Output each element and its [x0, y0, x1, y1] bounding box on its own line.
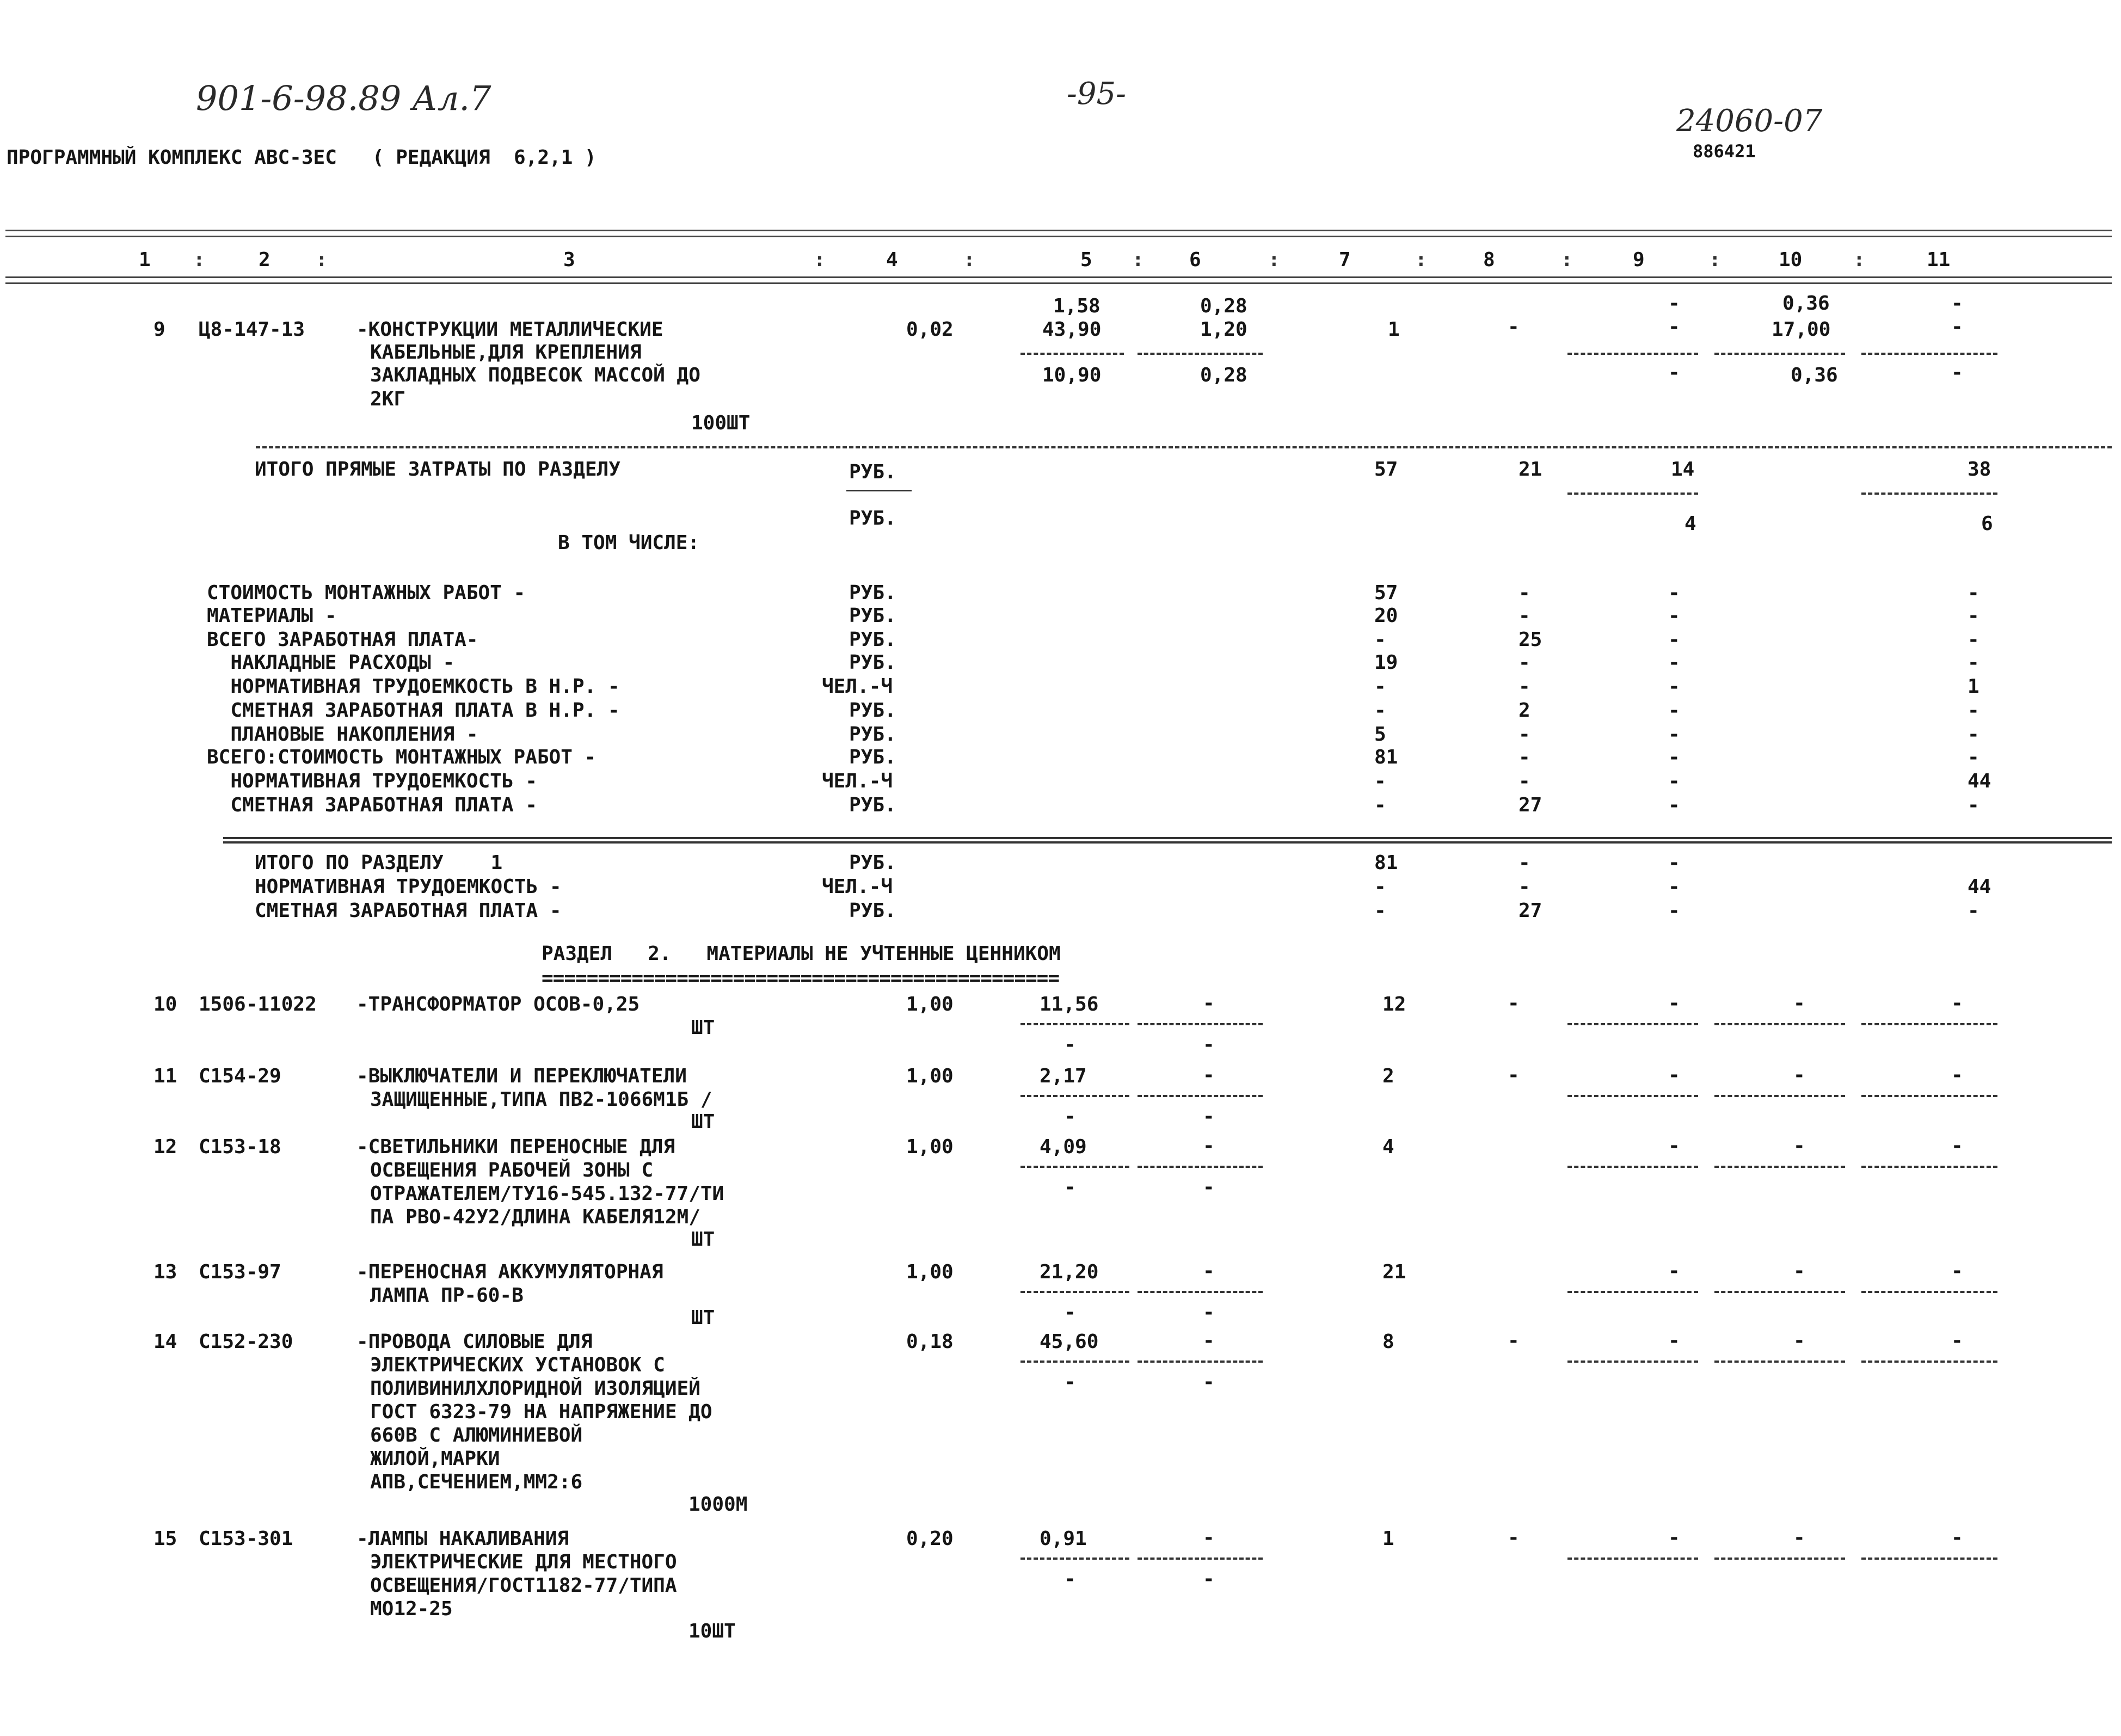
- item-c5: 45,60: [1040, 1331, 1099, 1353]
- item-desc-line: ЭЛЕКТРИЧЕСКИЕ ДЛЯ МЕСТНОГО: [370, 1551, 677, 1573]
- col-sep: :: [1132, 249, 1144, 271]
- item-code: С152-230: [199, 1331, 293, 1353]
- col-4: 4: [886, 249, 898, 271]
- divider: [1861, 1361, 1997, 1363]
- col-1: 1: [139, 249, 151, 271]
- item-c7: 8: [1382, 1331, 1394, 1353]
- item-9-c8: -: [1508, 316, 1520, 338]
- item-c6: -: [1203, 1260, 1215, 1282]
- breakdown-c7: -: [1374, 770, 1386, 792]
- divider: [1138, 1291, 1263, 1293]
- breakdown-c8: 27: [1518, 794, 1542, 816]
- item-desc-line: -ТРАНСФОРМАТОР ОСОВ-0,25: [356, 993, 640, 1015]
- breakdown-c7: 19: [1374, 651, 1398, 674]
- breakdown-unit: РУБ.: [849, 605, 896, 627]
- breakdown-label: ПЛАНОВЫЕ НАКОПЛЕНИЯ -: [207, 723, 478, 746]
- col-7: 7: [1339, 249, 1351, 271]
- divider: [1861, 1558, 1997, 1560]
- item-c5-sub: -: [1064, 1568, 1076, 1590]
- divider: [1138, 1023, 1263, 1025]
- col-sep: :: [1415, 249, 1427, 271]
- item-desc-line: ПОЛИВИНИЛХЛОРИДНОЙ ИЗОЛЯЦИЕЙ: [370, 1377, 700, 1400]
- divider: [1714, 1095, 1845, 1097]
- breakdown-unit: РУБ.: [849, 651, 896, 674]
- breakdown-label: НАКЛАДНЫЕ РАСХОДЫ -: [207, 651, 455, 674]
- breakdown-unit: РУБ.: [849, 582, 896, 604]
- item-unit: ШТ: [691, 1111, 715, 1133]
- breakdown-label: НОРМАТИВНАЯ ТРУДОЕМКОСТЬ В Н.Р. -: [207, 675, 620, 698]
- item-no: 15: [153, 1528, 177, 1550]
- breakdown-c9: -: [1668, 699, 1680, 722]
- breakdown-c7: -: [1374, 629, 1386, 651]
- item-9-c5a: 1,58: [1053, 295, 1101, 317]
- divider: [1861, 1095, 1997, 1097]
- item-9-c7: 1: [1388, 318, 1400, 341]
- item-qty: 0,20: [906, 1528, 954, 1550]
- breakdown-label: СТОИМОСТЬ МОНТАЖНЫХ РАБОТ -: [207, 582, 526, 604]
- col-sep: :: [1268, 249, 1280, 271]
- total-direct-c7: 57: [1374, 458, 1398, 481]
- item-desc-line: ЭЛЕКТРИЧЕСКИХ УСТАНОВОК С: [370, 1354, 665, 1376]
- breakdown-c11: -: [1968, 699, 1979, 722]
- section-total-c9: -: [1668, 900, 1680, 922]
- divider: [1861, 1291, 1997, 1293]
- breakdown-c9: -: [1668, 794, 1680, 816]
- item-c11: -: [1951, 1135, 1963, 1157]
- divider: [1861, 1023, 1997, 1025]
- item-9-c9a: -: [1668, 292, 1680, 315]
- divider: [1020, 1361, 1129, 1363]
- total-direct-c9: 14: [1671, 458, 1695, 481]
- col-sep: :: [814, 249, 826, 271]
- item-9-c9b: -: [1668, 316, 1680, 338]
- item-desc-line: -ЛАМПЫ НАКАЛИВАНИЯ: [356, 1528, 569, 1550]
- breakdown-c9: -: [1668, 723, 1680, 746]
- section-2-underline: ==============================================: [542, 967, 1059, 989]
- item-9-c11c: -: [1951, 361, 1963, 384]
- item-c5-sub: -: [1064, 1301, 1076, 1323]
- item-9-desc-1: -КОНСТРУКЦИИ МЕТАЛЛИЧЕСКИЕ: [356, 318, 663, 341]
- section-total-c11: 44: [1968, 876, 1991, 898]
- item-desc-line: АПВ,СЕЧЕНИЕМ,ММ2:6: [370, 1471, 583, 1493]
- item-c10: -: [1793, 1260, 1805, 1282]
- breakdown-c8: -: [1518, 651, 1530, 674]
- divider: [1020, 1023, 1129, 1025]
- col-sep: :: [193, 249, 205, 271]
- document-code: 901-6-98.89 Ал.7: [196, 78, 491, 118]
- item-c6-sub: -: [1203, 1568, 1215, 1590]
- item-no: 12: [153, 1136, 177, 1158]
- divider: [1714, 353, 1845, 355]
- item-c7: 2: [1382, 1065, 1394, 1087]
- breakdown-c8: 25: [1518, 629, 1542, 651]
- item-qty: 1,00: [906, 1261, 954, 1283]
- item-c6: -: [1203, 992, 1215, 1014]
- breakdown-label: ВСЕГО:СТОИМОСТЬ МОНТАЖНЫХ РАБОТ -: [207, 746, 597, 768]
- breakdown-label: ВСЕГО ЗАРАБОТНАЯ ПЛАТА-: [207, 629, 478, 651]
- breakdown-label: СМЕТНАЯ ЗАРАБОТНАЯ ПЛАТА В Н.Р. -: [207, 699, 620, 722]
- breakdown-c11: -: [1968, 723, 1979, 746]
- item-c5-sub: -: [1064, 1371, 1076, 1393]
- divider: [1138, 1166, 1263, 1168]
- breakdown-c8: -: [1518, 675, 1530, 698]
- breakdown-c7: 5: [1374, 723, 1386, 746]
- divider: [1138, 353, 1263, 355]
- item-c6: -: [1203, 1064, 1215, 1086]
- col-3: 3: [563, 249, 575, 271]
- total-sub-unit: РУБ.: [849, 507, 896, 530]
- item-no: 14: [153, 1331, 177, 1353]
- item-c7: 4: [1382, 1136, 1394, 1158]
- item-no: 11: [153, 1065, 177, 1087]
- divider: [846, 490, 912, 491]
- total-sub-c9: 4: [1684, 513, 1696, 535]
- including-label: В ТОМ ЧИСЛЕ:: [558, 532, 700, 554]
- divider: [1861, 493, 1997, 495]
- breakdown-c7: -: [1374, 675, 1386, 698]
- item-9-no: 9: [153, 318, 165, 341]
- item-c11: -: [1951, 1064, 1963, 1086]
- item-c10: -: [1793, 1135, 1805, 1157]
- breakdown-unit: РУБ.: [849, 723, 896, 746]
- item-9-c10a: 0,36: [1782, 292, 1830, 315]
- reference-code: 24060-07: [1676, 103, 1823, 139]
- item-c7: 12: [1382, 993, 1406, 1015]
- divider: [1567, 353, 1698, 355]
- breakdown-c8: 2: [1518, 699, 1530, 722]
- item-9-unit: 100ШТ: [691, 412, 751, 434]
- item-c6-sub: -: [1203, 1176, 1215, 1198]
- breakdown-label: НОРМАТИВНАЯ ТРУДОЕМКОСТЬ -: [207, 770, 537, 792]
- item-9-qty: 0,02: [906, 318, 954, 341]
- item-c8: -: [1508, 992, 1520, 1014]
- breakdown-unit: ЧЕЛ.-Ч: [822, 675, 893, 698]
- item-desc-line: -СВЕТИЛЬНИКИ ПЕРЕНОСНЫЕ ДЛЯ: [356, 1136, 675, 1158]
- breakdown-c7: 57: [1374, 582, 1398, 604]
- item-unit: 1000М: [688, 1493, 748, 1516]
- breakdown-unit: ЧЕЛ.-Ч: [822, 770, 893, 792]
- table-header-rule: [5, 276, 2112, 284]
- breakdown-c11: -: [1968, 651, 1979, 674]
- item-9-c5c: 10,90: [1042, 364, 1102, 386]
- item-c7: 1: [1382, 1528, 1394, 1550]
- item-desc-line: ЛАМПА ПР-60-В: [370, 1284, 524, 1307]
- item-desc-line: ОТРАЖАТЕЛЕМ/ТУ16-545.132-77/ТИ: [370, 1183, 724, 1205]
- item-code: С153-301: [199, 1528, 293, 1550]
- section-total-unit: ЧЕЛ.-Ч: [822, 876, 893, 898]
- divider: [1567, 1166, 1698, 1168]
- col-sep: :: [316, 249, 328, 271]
- item-c9: -: [1668, 1064, 1680, 1086]
- breakdown-c9: -: [1668, 651, 1680, 674]
- breakdown-unit: РУБ.: [849, 629, 896, 651]
- breakdown-c11: 1: [1968, 675, 1979, 698]
- breakdown-c11: -: [1968, 629, 1979, 651]
- breakdown-c7: -: [1374, 794, 1386, 816]
- item-qty: 1,00: [906, 993, 954, 1015]
- divider: [1020, 1291, 1129, 1293]
- item-qty: 1,00: [906, 1065, 954, 1087]
- breakdown-unit: РУБ.: [849, 794, 896, 816]
- breakdown-c8: -: [1518, 582, 1530, 604]
- item-9-desc-4: 2КГ: [370, 388, 406, 410]
- section-total-label: ИТОГО ПО РАЗДЕЛУ 1: [255, 852, 503, 874]
- divider: [1714, 1558, 1845, 1560]
- breakdown-c11: -: [1968, 582, 1979, 604]
- item-c9: -: [1668, 1135, 1680, 1157]
- item-no: 13: [153, 1261, 177, 1283]
- divider: [1020, 1166, 1129, 1168]
- divider: [1714, 1166, 1845, 1168]
- item-desc-line: ГОСТ 6323-79 НА НАПРЯЖЕНИЕ ДО: [370, 1401, 712, 1423]
- section-total-c8: -: [1518, 852, 1530, 874]
- section-total-c9: -: [1668, 876, 1680, 898]
- col-sep: :: [1709, 249, 1721, 271]
- divider: [1567, 493, 1698, 495]
- divider: [1567, 1558, 1698, 1560]
- table-top-rule: [5, 230, 2112, 237]
- breakdown-c11: 44: [1968, 770, 1991, 792]
- breakdown-c11: -: [1968, 794, 1979, 816]
- divider: [1861, 353, 1997, 355]
- item-desc-line: 660В С АЛЮМИНИЕВОЙ: [370, 1424, 583, 1446]
- item-c9: -: [1668, 1329, 1680, 1352]
- section-total-label: НОРМАТИВНАЯ ТРУДОЕМКОСТЬ -: [255, 876, 562, 898]
- col-sep: :: [963, 249, 975, 271]
- item-9-code: Ц8-147-13: [199, 318, 305, 341]
- divider: [1138, 1361, 1263, 1363]
- breakdown-c8: -: [1518, 746, 1530, 768]
- item-9-c6b: 1,20: [1200, 318, 1247, 341]
- item-c7: 21: [1382, 1261, 1406, 1283]
- divider: [1567, 1361, 1698, 1363]
- col-8: 8: [1483, 249, 1495, 271]
- totals-rule: [256, 446, 2112, 448]
- breakdown-c9: -: [1668, 675, 1680, 698]
- divider: [1138, 1558, 1263, 1560]
- divider: [1020, 1095, 1129, 1097]
- item-9-c6c: 0,28: [1200, 364, 1247, 386]
- item-c5: 2,17: [1040, 1065, 1087, 1087]
- item-c9: -: [1668, 992, 1680, 1014]
- item-desc-line: ОСВЕЩЕНИЯ РАБОЧЕЙ ЗОНЫ С: [370, 1159, 654, 1181]
- item-desc-line: -ПРОВОДА СИЛОВЫЕ ДЛЯ: [356, 1331, 593, 1353]
- item-no: 10: [153, 993, 177, 1015]
- breakdown-label: МАТЕРИАЛЫ -: [207, 605, 337, 627]
- total-direct-label: ИТОГО ПРЯМЫЕ ЗАТРАТЫ ПО РАЗДЕЛУ: [255, 458, 620, 481]
- section-2-title: РАЗДЕЛ 2. МАТЕРИАЛЫ НЕ УЧТЕННЫЕ ЦЕННИКОМ: [542, 943, 1061, 965]
- item-c5: 4,09: [1040, 1136, 1087, 1158]
- section-total-c7: -: [1374, 876, 1386, 898]
- item-c5: 11,56: [1040, 993, 1099, 1015]
- item-qty: 1,00: [906, 1136, 954, 1158]
- item-9-c10b: 17,00: [1772, 318, 1831, 341]
- item-c11: -: [1951, 1260, 1963, 1282]
- item-c6: -: [1203, 1135, 1215, 1157]
- item-c9: -: [1668, 1526, 1680, 1549]
- divider: [1567, 1023, 1698, 1025]
- divider: [1138, 1095, 1263, 1097]
- breakdown-c8: -: [1518, 770, 1530, 792]
- item-desc-line: МО12-25: [370, 1598, 453, 1620]
- section-total-c8: -: [1518, 876, 1530, 898]
- divider: [1567, 1291, 1698, 1293]
- item-c6: -: [1203, 1329, 1215, 1352]
- divider: [1714, 1291, 1845, 1293]
- breakdown-label: СМЕТНАЯ ЗАРАБОТНАЯ ПЛАТА -: [207, 794, 537, 816]
- col-10: 10: [1779, 249, 1803, 271]
- item-c8: -: [1508, 1329, 1520, 1352]
- item-c11: -: [1951, 1526, 1963, 1549]
- breakdown-c9: -: [1668, 746, 1680, 768]
- item-c5: 21,20: [1040, 1261, 1099, 1283]
- item-unit: ШТ: [691, 1307, 715, 1329]
- item-c5-sub: -: [1064, 1176, 1076, 1198]
- item-desc-line: -ПЕРЕНОСНАЯ АККУМУЛЯТОРНАЯ: [356, 1261, 663, 1283]
- item-c8: -: [1508, 1064, 1520, 1086]
- item-c10: -: [1793, 1064, 1805, 1086]
- item-9-c9c: -: [1668, 361, 1680, 384]
- divider: [1020, 1558, 1129, 1560]
- breakdown-unit: РУБ.: [849, 746, 896, 768]
- item-c6-sub: -: [1203, 1105, 1215, 1128]
- page-number: -95-: [1067, 76, 1127, 112]
- breakdown-unit: РУБ.: [849, 699, 896, 722]
- col-sep: :: [1561, 249, 1573, 271]
- divider: [1714, 1023, 1845, 1025]
- breakdown-c7: 81: [1374, 746, 1398, 768]
- item-desc-line: -ВЫКЛЮЧАТЕЛИ И ПЕРЕКЛЮЧАТЕЛИ: [356, 1065, 687, 1087]
- item-c10: -: [1793, 992, 1805, 1014]
- item-c11: -: [1951, 1329, 1963, 1352]
- section-total-unit: РУБ.: [849, 900, 896, 922]
- col-9: 9: [1633, 249, 1645, 271]
- reference-number: 886421: [1693, 141, 1756, 162]
- section-total-c9: -: [1668, 852, 1680, 874]
- item-9-c10c: 0,36: [1791, 364, 1838, 386]
- breakdown-c7: 20: [1374, 605, 1398, 627]
- divider: [1861, 1166, 1997, 1168]
- breakdown-c9: -: [1668, 582, 1680, 604]
- item-unit: ШТ: [691, 1017, 715, 1039]
- breakdown-c9: -: [1668, 605, 1680, 627]
- section-total-c7: 81: [1374, 852, 1398, 874]
- col-sep: :: [1853, 249, 1865, 271]
- section-total-label: СМЕТНАЯ ЗАРАБОТНАЯ ПЛАТА -: [255, 900, 562, 922]
- item-c11: -: [1951, 992, 1963, 1014]
- section-total-c8: 27: [1518, 900, 1542, 922]
- item-9-desc-3: ЗАКЛАДНЫХ ПОДВЕСОК МАССОЙ ДО: [370, 364, 700, 386]
- breakdown-c7: -: [1374, 699, 1386, 722]
- breakdown-c9: -: [1668, 770, 1680, 792]
- total-direct-c11: 38: [1968, 458, 1991, 481]
- section-total-c11: -: [1968, 900, 1979, 922]
- breakdown-c11: -: [1968, 605, 1979, 627]
- item-c6-sub: -: [1203, 1301, 1215, 1323]
- total-sub-c11: 6: [1981, 513, 1993, 535]
- col-6: 6: [1189, 249, 1201, 271]
- divider: [1020, 353, 1124, 355]
- total-direct-unit: РУБ.: [849, 461, 896, 483]
- item-unit: ШТ: [691, 1228, 715, 1251]
- breakdown-c8: -: [1518, 605, 1530, 627]
- item-qty: 0,18: [906, 1331, 954, 1353]
- item-c6: -: [1203, 1526, 1215, 1549]
- item-code: 1506-11022: [199, 993, 317, 1015]
- breakdown-c11: -: [1968, 746, 1979, 768]
- col-5: 5: [1080, 249, 1092, 271]
- item-code: С153-97: [199, 1261, 281, 1283]
- item-code: С154-29: [199, 1065, 281, 1087]
- col-11: 11: [1927, 249, 1951, 271]
- item-c10: -: [1793, 1329, 1805, 1352]
- item-desc-line: ОСВЕЩЕНИЯ/ГОСТ1182-77/ТИПА: [370, 1574, 677, 1597]
- divider: [1567, 1095, 1698, 1097]
- item-c5-sub: -: [1064, 1033, 1076, 1056]
- breakdown-c9: -: [1668, 629, 1680, 651]
- item-9-c6a: 0,28: [1200, 295, 1247, 317]
- item-desc-line: ЖИЛОЙ,МАРКИ: [370, 1448, 500, 1470]
- item-9-c11a: -: [1951, 292, 1963, 315]
- section-total-rule: [223, 837, 2112, 839]
- item-c6-sub: -: [1203, 1371, 1215, 1393]
- item-code: С153-18: [199, 1136, 281, 1158]
- item-c6-sub: -: [1203, 1033, 1215, 1056]
- item-desc-line: ЗАЩИЩЕННЫЕ,ТИПА ПВ2-1066М1Б /: [370, 1088, 712, 1111]
- breakdown-c8: -: [1518, 723, 1530, 746]
- section-total-c7: -: [1374, 900, 1386, 922]
- total-direct-c8: 21: [1518, 458, 1542, 481]
- section-total-unit: РУБ.: [849, 852, 896, 874]
- item-unit: 10ШТ: [688, 1620, 736, 1642]
- item-c5-sub: -: [1064, 1105, 1076, 1128]
- item-9-c5b: 43,90: [1042, 318, 1102, 341]
- item-desc-line: ПА РВО-42У2/ДЛИНА КАБЕЛЯ12М/: [370, 1206, 700, 1228]
- col-2: 2: [259, 249, 270, 271]
- program-title: ПРОГРАММНЫЙ КОМПЛЕКС АВС-3ЕС ( РЕДАКЦИЯ 6,2,1 ): [7, 146, 597, 169]
- section-total-rule: [223, 841, 2112, 844]
- item-9-desc-2: КАБЕЛЬНЫЕ,ДЛЯ КРЕПЛЕНИЯ: [370, 341, 642, 364]
- item-c9: -: [1668, 1260, 1680, 1282]
- item-c5: 0,91: [1040, 1528, 1087, 1550]
- item-c8: -: [1508, 1526, 1520, 1549]
- divider: [1714, 1361, 1845, 1363]
- item-9-c11b: -: [1951, 316, 1963, 338]
- item-c10: -: [1793, 1526, 1805, 1549]
